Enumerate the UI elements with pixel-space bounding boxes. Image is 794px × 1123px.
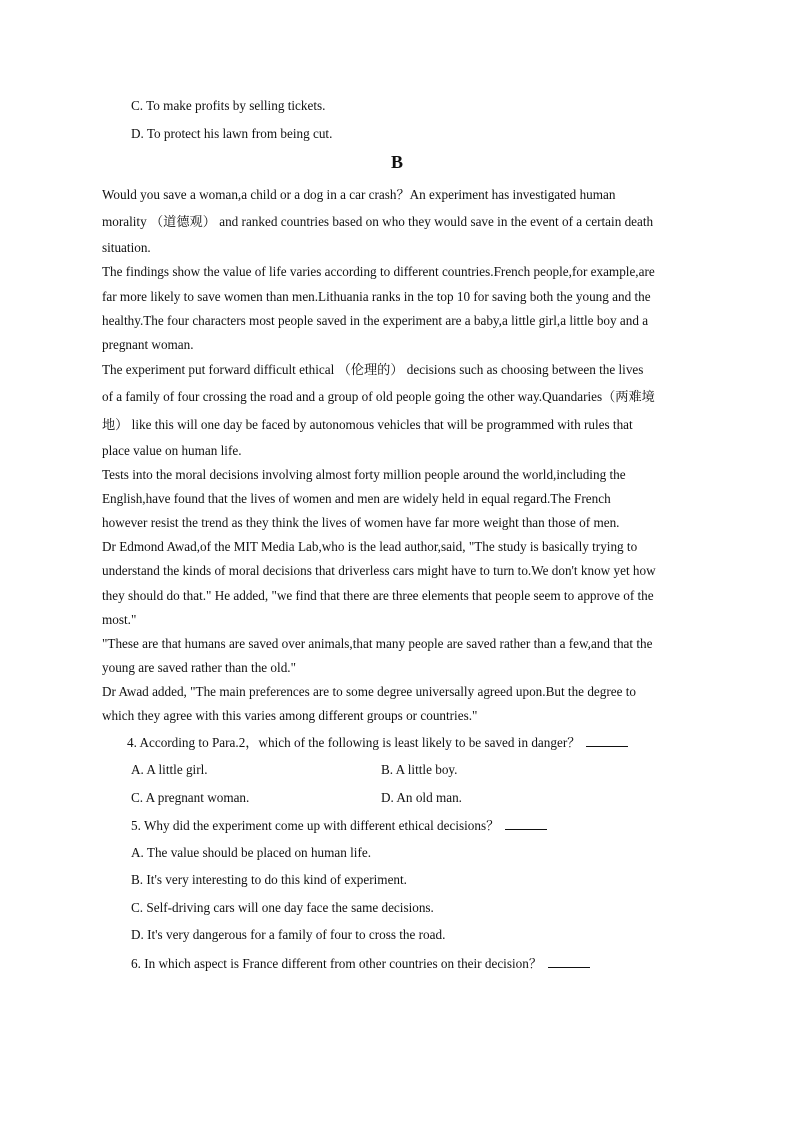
answer-blank[interactable] [505, 817, 547, 830]
passage-line: which they agree with this varies among different groups or countries." [102, 708, 478, 723]
passage-line: Would you save a woman,a child or a dog in a car crash？An experiment has investigated human [102, 187, 616, 202]
section-heading: B [390, 152, 403, 172]
option-text: A little boy. [395, 762, 458, 777]
passage-line: Tests into the moral decisions involving almost forty million people around the world,including the [102, 467, 626, 482]
passage-line: most." [102, 612, 137, 627]
prev-option-c [131, 98, 325, 114]
option-letter: A. [131, 762, 144, 777]
q4-option-d [381, 790, 462, 806]
option-text: A little girl. [146, 762, 208, 777]
passage-line: they should do that." He added, "we find that there are three elements that people seem to approve of the [102, 588, 654, 603]
passage-line: English,have found that the lives of women and men are widely held in equal regard.The French [102, 491, 611, 506]
option-letter: A. [131, 845, 144, 860]
passage-line: young are saved rather than the old." [102, 660, 296, 675]
passage-line: Dr Edmond Awad,of the MIT Media Lab,who is the lead author,said, "The study is basically trying to [102, 539, 638, 554]
option-text: The value should be placed on human life. [146, 845, 372, 860]
passage-line: however resist the trend as they think the lives of women have far more weight than those of men. [102, 515, 620, 530]
option-text: To protect his lawn from being cut. [146, 126, 333, 141]
option-text: A pregnant woman. [145, 790, 250, 805]
q4-option-a [131, 762, 208, 778]
option-letter: C. [131, 790, 144, 805]
prev-option-d [131, 126, 332, 142]
passage-line: situation. [102, 240, 151, 255]
q4-option-b [381, 762, 457, 778]
q5-option-a [131, 845, 371, 861]
q4-option-c [131, 790, 249, 806]
passage-line: of a family of four crossing the road and a group of old people going the other way.Quandaries（两难境 [102, 389, 655, 404]
answer-blank[interactable] [548, 955, 590, 968]
question-stem: 6. In which aspect is France different from other countries on their decision？ [131, 956, 543, 971]
question-5 [131, 817, 547, 834]
question-4 [127, 734, 628, 751]
option-text: It's very interesting to do this kind of experiment. [146, 872, 407, 887]
passage-line: The findings show the value of life varies according to different countries.French people,for example,are [102, 264, 655, 279]
q5-option-b [131, 872, 407, 888]
passage-line: far more likely to save women than men.Lithuania ranks in the top 10 for saving both the young and the [102, 289, 651, 304]
option-letter: C. [131, 900, 144, 915]
passage-line: Dr Awad added, "The main preferences are to some degree universally agreed upon.But the degree to [102, 684, 637, 699]
option-letter: D. [131, 927, 144, 942]
q5-option-c [131, 900, 434, 916]
option-text: It's very dangerous for a family of four to cross the road. [147, 927, 446, 942]
passage-line: pregnant woman. [102, 337, 194, 352]
passage-line: place value on human life. [102, 443, 242, 458]
question-stem: 5. Why did the experiment come up with different ethical decisions？ [131, 818, 500, 833]
passage-line: healthy.The four characters most people saved in the experiment are a baby,a little girl,a little boy and a [102, 313, 649, 328]
question-6 [131, 955, 590, 972]
passage-line: "These are that humans are saved over animals,that many people are saved rather than a few,and that the [102, 636, 653, 651]
option-letter: C. [131, 98, 144, 113]
q5-option-d [131, 927, 445, 943]
answer-blank[interactable] [586, 734, 628, 747]
passage-line: understand the kinds of moral decisions that driverless cars might have to turn to.We don't know yet how [102, 563, 656, 578]
option-letter: B. [131, 872, 144, 887]
passage-line: morality （道德观） and ranked countries based on who they would save in the event of a certain death [102, 214, 654, 229]
option-letter: D. [131, 126, 144, 141]
option-text: To make profits by selling tickets. [146, 98, 326, 113]
passage-line: 地） like this will one day be faced by autonomous vehicles that will be programmed with rules that [102, 417, 633, 432]
option-letter: B. [381, 762, 394, 777]
passage-line: The experiment put forward difficult ethical （伦理的） decisions such as choosing between the lives [102, 362, 644, 377]
option-letter: D. [381, 790, 394, 805]
option-text: An old man. [396, 790, 462, 805]
question-stem: 4. According to Para.2，which of the following is least likely to be saved in danger？ [127, 735, 581, 750]
option-text: Self-driving cars will one day face the same decisions. [146, 900, 434, 915]
